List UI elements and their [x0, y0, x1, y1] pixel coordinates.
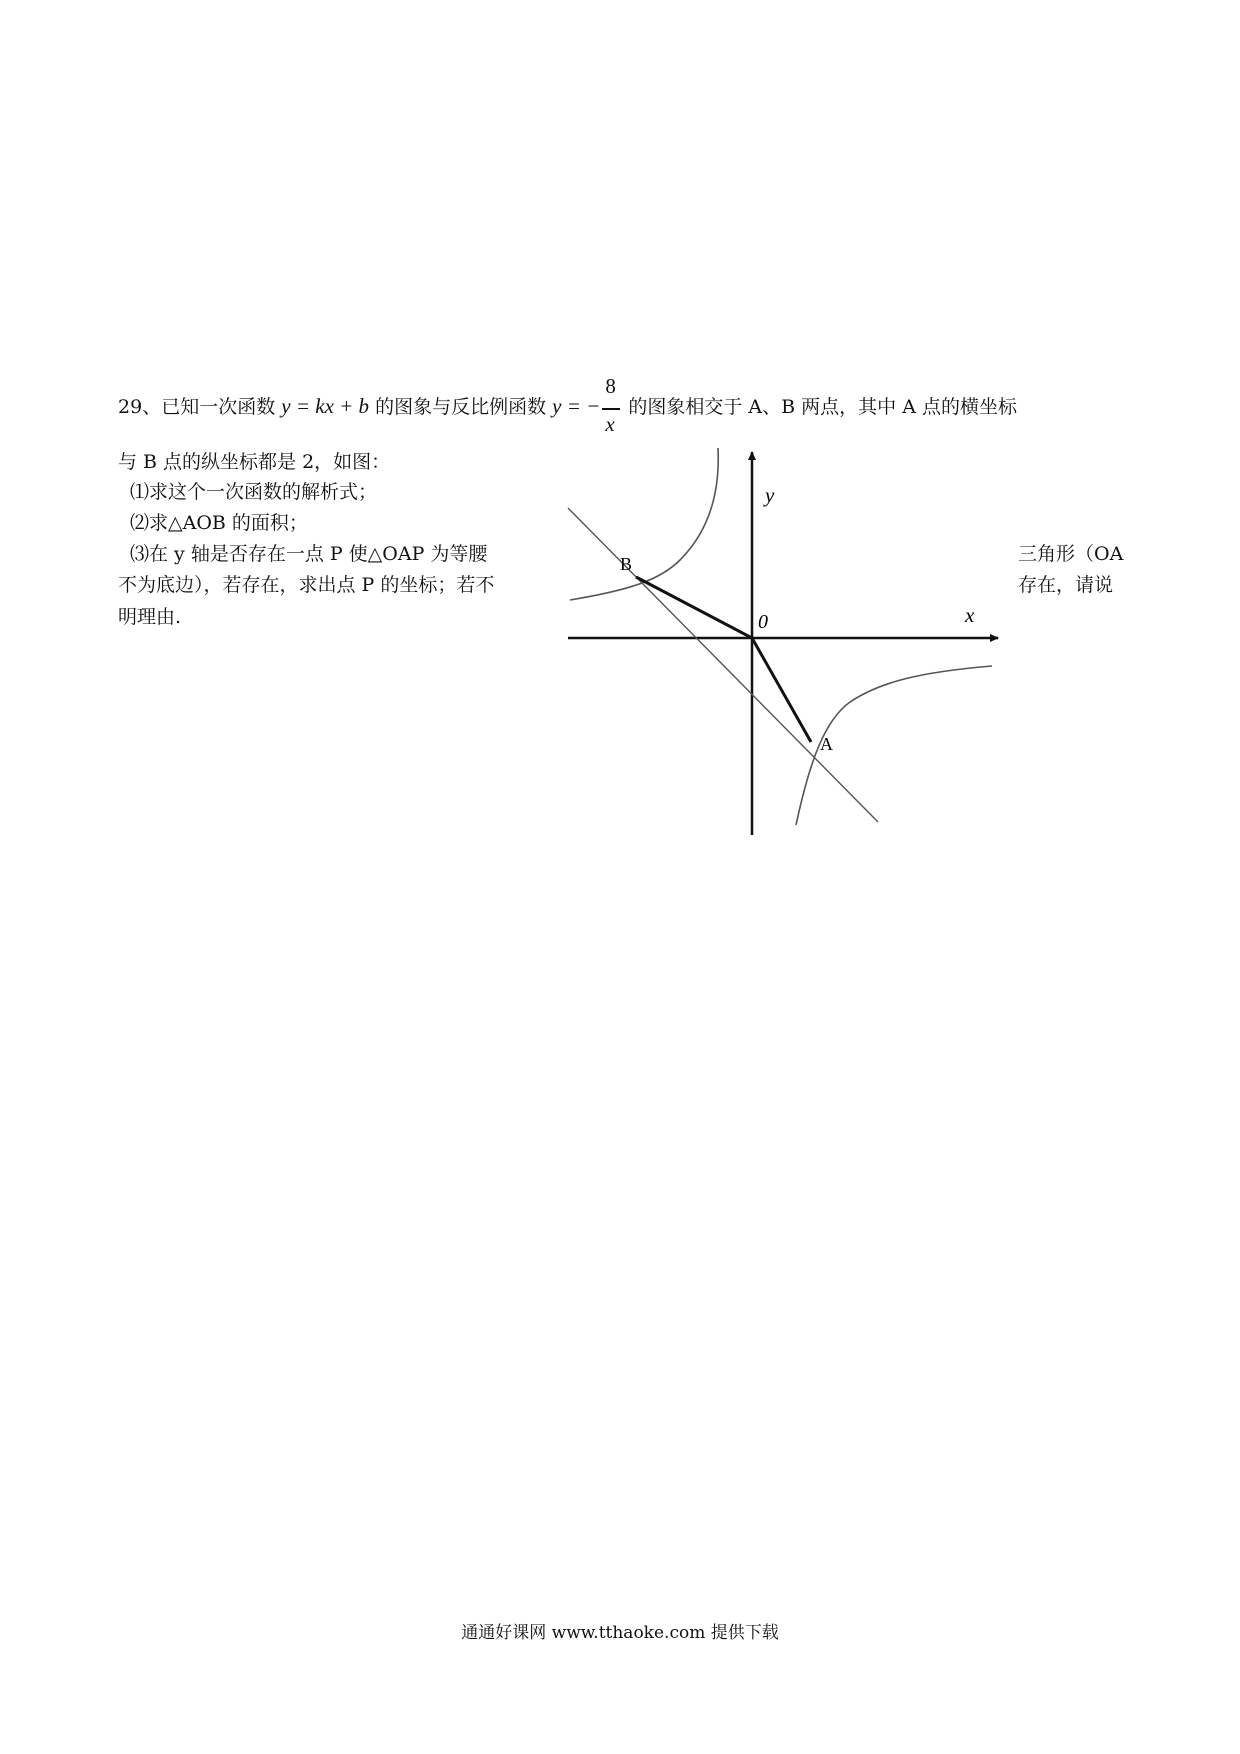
question-1: ⑴求这个一次函数的解析式；: [130, 481, 378, 503]
fraction-denominator: x: [605, 412, 615, 436]
coordinate-figure: [560, 440, 1020, 840]
point-a-label: A: [820, 734, 833, 754]
question-2: ⑵求△AOB 的面积；: [130, 512, 308, 534]
problem-number: 29、: [118, 396, 162, 418]
segment-oa: [752, 638, 811, 742]
x-axis-label: x: [965, 603, 975, 627]
linear-equation: y = kx + b: [281, 394, 370, 418]
inverse-equation-lhs: y = −: [552, 394, 601, 418]
segment-ob: [636, 577, 752, 638]
problem-intro-b: 的图象与反比例函数: [375, 396, 547, 418]
origin-label: 0: [758, 611, 768, 633]
hyperbola-upper-left-branch: [570, 448, 718, 600]
point-b-label: B: [620, 554, 633, 574]
problem-intro-a: 已知一次函数: [161, 396, 276, 418]
fraction-bar: [602, 408, 620, 410]
fraction-numerator: 8: [605, 374, 616, 398]
question-3-line2-right: 存在，请说: [1018, 574, 1114, 596]
question-3-right: 三角形（OA: [1018, 543, 1124, 565]
problem-line-1: [118, 374, 1017, 436]
question-3-line3: 明理由.: [118, 606, 182, 628]
page-footer: 通通好课网 www.tthaoke.com 提供下载: [461, 1623, 779, 1643]
linear-function-line: [568, 508, 878, 822]
problem-line-2: 与 B 点的纵坐标都是 2，如图：: [118, 451, 391, 473]
question-3-left: ⑶在 y 轴是否存在一点 P 使△OAP 为等腰: [130, 543, 488, 565]
problem-intro-c: 的图象相交于 A、B 两点，其中 A 点的横坐标: [628, 396, 1017, 418]
question-3-line2-left: 不为底边），若存在，求出点 P 的坐标；若不: [118, 574, 495, 596]
y-axis-label: y: [765, 483, 775, 507]
inverse-fraction: [602, 374, 620, 436]
